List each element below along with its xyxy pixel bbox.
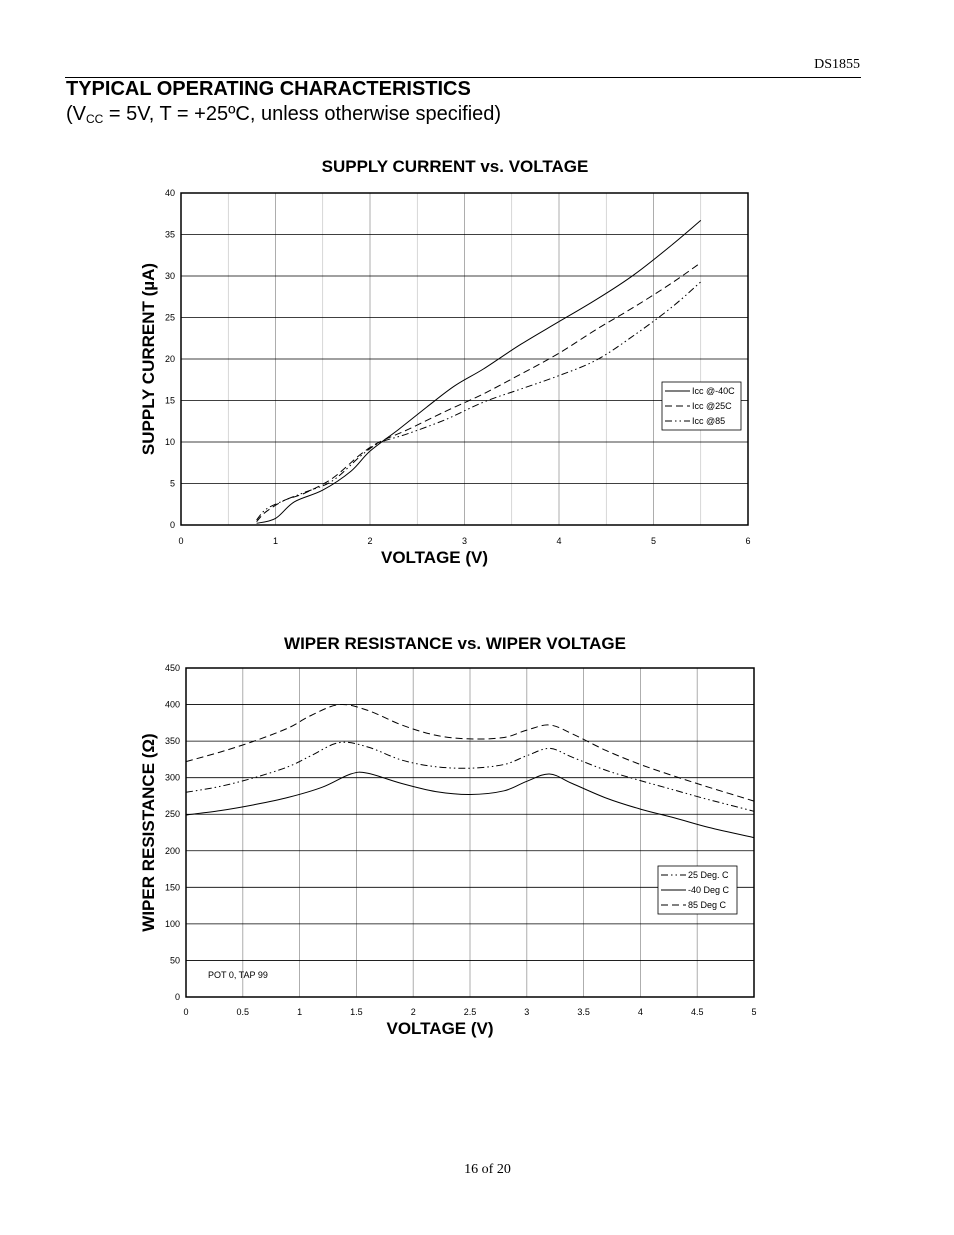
x-tick-label: 0 xyxy=(183,1007,189,1017)
x-tick-label: 6 xyxy=(745,536,751,546)
legend-label-0: 25 Deg. C xyxy=(688,870,729,880)
y-tick-label: 35 xyxy=(164,229,175,240)
y-tick-label: 350 xyxy=(164,736,180,747)
y-tick-label: 10 xyxy=(164,437,175,447)
x-tick-label: 3.5 xyxy=(577,1007,590,1017)
document-id: DS1855 xyxy=(814,57,860,72)
x-tick-label: 1.5 xyxy=(350,1007,363,1017)
subtitle-post: = 5V, T = +25ºC, unless otherwise specified) xyxy=(103,103,502,125)
x-tick-label: 3 xyxy=(524,1007,530,1017)
y-tick-label: 30 xyxy=(164,271,175,281)
x-tick-label: 4 xyxy=(637,1007,643,1017)
y-axis-label: SUPPLY CURRENT (µA) xyxy=(139,262,158,456)
subtitle-sub: CC xyxy=(86,112,104,126)
x-axis-label: VOLTAGE (V) xyxy=(380,548,489,567)
page-number: 16 of 20 xyxy=(464,1162,511,1177)
y-tick-label: 15 xyxy=(164,395,175,406)
x-tick-label: 1 xyxy=(297,1007,303,1017)
legend-label-2: 85 Deg C xyxy=(688,900,727,910)
y-tick-label: 100 xyxy=(164,918,180,929)
x-axis-label: VOLTAGE (V) xyxy=(386,1019,494,1038)
y-tick-label: 250 xyxy=(164,809,180,820)
x-tick-label: 1 xyxy=(272,536,279,546)
x-tick-label: 5 xyxy=(650,536,657,546)
x-tick-label: 2.5 xyxy=(463,1007,477,1017)
x-tick-label: 4 xyxy=(556,536,562,546)
x-tick-label: 4.5 xyxy=(690,1007,704,1017)
subtitle-pre: (V xyxy=(66,103,86,125)
wiper-resistance-chart xyxy=(0,620,954,1040)
legend-label-2: Icc @85 xyxy=(692,416,726,426)
x-tick-label: 0 xyxy=(178,536,184,546)
y-tick-label: 25 xyxy=(164,312,175,323)
y-tick-label: 0 xyxy=(174,992,180,1002)
chart-title: SUPPLY CURRENT vs. VOLTAGE xyxy=(321,157,589,176)
chart-title: WIPER RESISTANCE vs. WIPER VOLTAGE xyxy=(284,634,626,653)
x-tick-label: 2 xyxy=(410,1007,416,1017)
y-tick-label: 5 xyxy=(169,478,175,489)
y-tick-label: 0 xyxy=(169,520,175,530)
legend-label-0: Icc @-40C xyxy=(692,386,735,396)
x-tick-label: 0.5 xyxy=(236,1007,250,1017)
y-tick-label: 40 xyxy=(164,188,175,198)
section-title: TYPICAL OPERATING CHARACTERISTICS xyxy=(66,78,471,100)
y-tick-label: 50 xyxy=(169,955,180,966)
x-tick-label: 3 xyxy=(461,536,468,546)
y-axis-label: WIPER RESISTANCE (Ω) xyxy=(139,733,158,932)
supply-current-chart xyxy=(0,140,954,580)
chart-annotation: POT 0, TAP 99 xyxy=(208,970,268,980)
y-tick-label: 20 xyxy=(164,354,175,364)
y-tick-label: 300 xyxy=(164,772,180,783)
legend-label-1: -40 Deg C xyxy=(688,885,730,895)
y-tick-label: 200 xyxy=(164,845,180,856)
legend-label-1: Icc @25C xyxy=(692,401,732,411)
y-tick-label: 150 xyxy=(164,882,180,893)
y-tick-label: 400 xyxy=(164,699,180,710)
x-tick-label: 2 xyxy=(367,536,373,546)
y-tick-label: 450 xyxy=(164,663,180,673)
x-tick-label: 5 xyxy=(751,1007,757,1017)
series-line-1 xyxy=(257,263,701,522)
series-line-0 xyxy=(257,220,701,523)
section-subtitle xyxy=(66,103,501,126)
